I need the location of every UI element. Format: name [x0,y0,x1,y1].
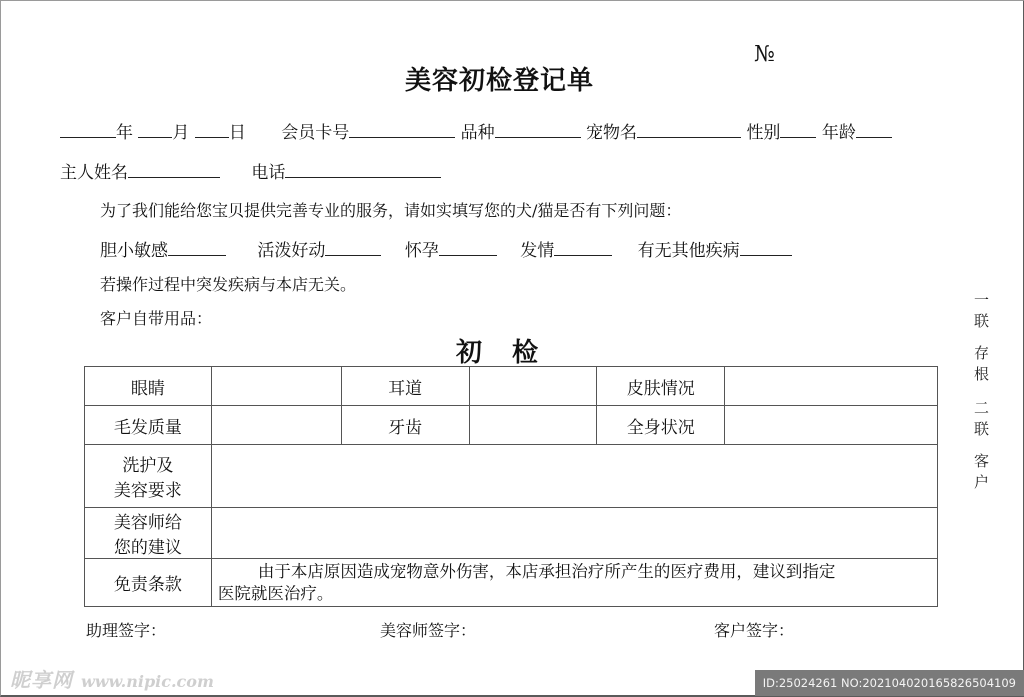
breed-blank[interactable] [495,121,581,138]
wash-requirements-label [85,445,212,508]
ear-label: 耳道 [341,367,469,406]
breed-label: 品种 [460,123,495,143]
question-label: 有无其他疾病 [637,241,740,261]
owner-info-row [60,158,441,183]
disclaimer-line: 若操作过程中突发疾病与本店无关。 [100,275,357,294]
member-card-label: 会员卡号 [281,123,350,143]
day-blank[interactable] [195,121,229,138]
gender-label: 性别 [746,123,781,143]
table-row [85,445,938,508]
question-blank[interactable] [168,239,226,256]
exam-table [84,366,938,607]
questions-row [100,236,792,261]
terms-line: 医院就医治疗。 [217,583,334,603]
intro-text: 为了我们能给您宝贝提供完善专业的服务，请如实填写您的犬/猫是否有下列问题： [100,201,682,220]
side-note-copy2: 二联 客户 [972,400,990,495]
pet-name-label: 宠物名 [586,123,638,143]
form-title: 美容初检登记单 [405,66,595,96]
terms-text [211,559,937,607]
belongings-label: 客户自带用品： [100,309,213,328]
assistant-signature: 助理签字： [86,621,167,640]
month-blank[interactable] [138,121,172,138]
skin-label: 皮肤情况 [597,367,725,406]
advice-label-line: 美容师给 [113,513,182,533]
age-label: 年龄 [821,123,856,143]
year-label: 年 [116,123,133,143]
table-row [85,508,938,559]
table-row [85,367,938,406]
terms-label: 免责条款 [85,559,212,607]
wash-label-line: 洗护及 [122,456,174,476]
question-label: 发情 [520,241,555,261]
groomer-advice-field[interactable] [211,508,937,559]
watermark-logo [10,664,214,693]
phone-label: 电话 [251,163,286,183]
eyes-label: 眼睛 [85,367,212,406]
question-label: 胆小敏感 [100,241,168,261]
watermark-brand: 昵享网 [10,668,73,692]
coat-label: 毛发质量 [85,406,212,445]
question-label: 怀孕 [404,241,439,261]
customer-signature: 客户签字： [714,621,795,640]
number-mark: № [754,42,775,67]
member-card-blank[interactable] [349,121,455,138]
groomer-signature: 美容师签字： [380,621,477,640]
year-blank[interactable] [60,121,116,138]
member-info-row [60,118,892,143]
coat-field[interactable] [211,406,341,445]
table-row [85,406,938,445]
body-condition-label: 全身状况 [597,406,725,445]
owner-name-label: 主人姓名 [60,163,128,183]
watermark-url: www.nipic.com [80,672,214,691]
table-row [85,559,938,607]
owner-name-blank[interactable] [128,161,220,178]
gender-blank[interactable] [780,121,816,138]
teeth-field[interactable] [469,406,597,445]
question-blank[interactable] [740,239,792,256]
question-label: 活泼好动 [257,241,326,261]
terms-line: 由于本店原因造成宠物意外伤害，本店承担治疗所产生的医疗费用，建议到指定 [257,561,836,581]
groomer-advice-label [85,508,212,559]
question-blank[interactable] [554,239,612,256]
teeth-label: 牙齿 [341,406,469,445]
side-note-copy1: 一联 存根 [972,292,990,387]
age-blank[interactable] [856,121,892,138]
pet-name-blank[interactable] [637,121,741,138]
ear-field[interactable] [469,367,597,406]
day-label: 日 [228,123,246,143]
advice-label-line: 您的建议 [113,538,182,558]
skin-field[interactable] [725,367,938,406]
wash-requirements-field[interactable] [211,445,937,508]
exam-heading: 初检 [456,338,569,368]
body-condition-field[interactable] [725,406,938,445]
watermark-id: ID:25024261 NO:20210402016582650410​9 [755,670,1024,696]
phone-blank[interactable] [285,161,441,178]
eyes-field[interactable] [211,367,341,406]
question-blank[interactable] [325,239,381,256]
question-blank[interactable] [439,239,497,256]
wash-label-line: 美容要求 [113,481,182,501]
month-label: 月 [172,123,190,143]
